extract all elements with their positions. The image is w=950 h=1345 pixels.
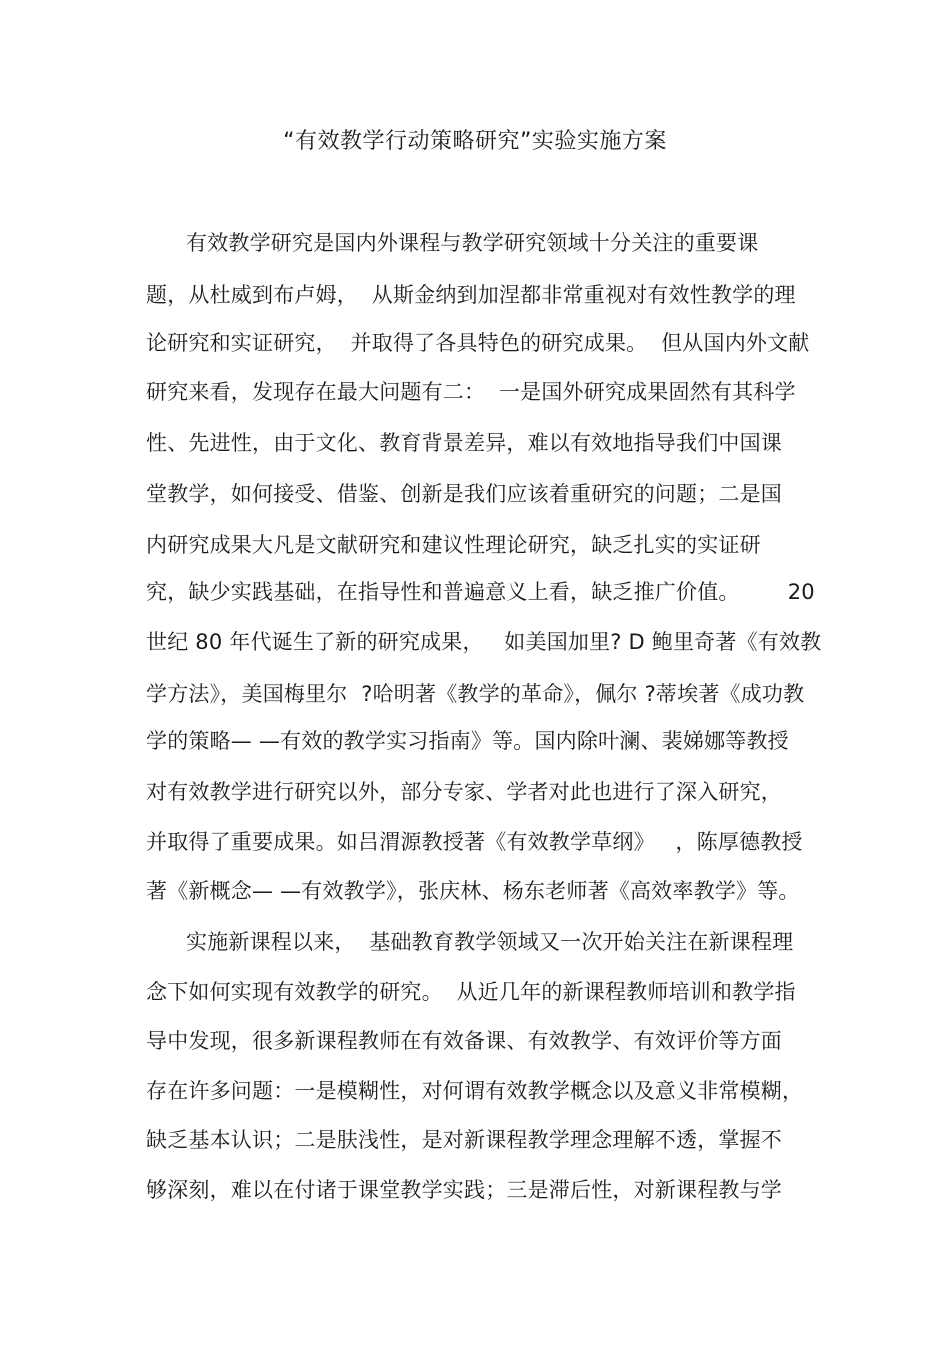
paragraph-line: 论研究和实证研究， 并取得了各具特色的研究成果。 但从国内外文献 xyxy=(146,331,810,355)
paragraph-line: 念下如何实现有效教学的研究。 从近几年的新课程教师培训和教学指 xyxy=(146,980,796,1004)
paragraph-line: 并取得了重要成果。如吕渭源教授著《有效教学草纲》 ，陈厚德教授 xyxy=(146,830,803,854)
paragraph-line: 著《新概念— —有效教学》，张庆林、杨东老师著《高效率教学》等。 xyxy=(146,879,800,903)
paragraph-line: 性、先进性，由于文化、教育背景差异，难以有效地指导我们中国课 xyxy=(146,431,782,455)
paragraph-line: 究，缺少实践基础，在指导性和普遍意义上看，缺乏推广价值。 20 xyxy=(146,580,815,604)
paragraph-line: 内研究成果大凡是文献研究和建议性理论研究，缺乏扎实的实证研 xyxy=(146,533,761,557)
paragraph-line: 研究来看，发现存在最大问题有二： 一是国外研究成果固然有其科学 xyxy=(146,380,796,404)
paragraph-line: 堂教学，如何接受、借鉴、创新是我们应该着重研究的问题；二是国 xyxy=(146,482,782,506)
paragraph-line: 存在许多问题：一是模糊性，对何谓有效教学概念以及意义非常模糊， xyxy=(146,1079,804,1103)
paragraph-line: 学方法》，美国梅里尔 ?哈明著《教学的革命》，佩尔 ?蒂埃著《成功教 xyxy=(146,682,805,706)
paragraph-line: 导中发现，很多新课程教师在有效备课、有效教学、有效评价等方面 xyxy=(146,1029,782,1053)
paragraph-line: 缺乏基本认识；二是肤浅性，是对新课程教学理念理解不透，掌握不 xyxy=(146,1128,782,1152)
paragraph-line: 够深刻，难以在付诸于课堂教学实践；三是滞后性，对新课程教与学 xyxy=(146,1178,782,1202)
document-title: “有效教学行动策略研究”实验实施方案 xyxy=(283,129,667,154)
paragraph-line: 实施新课程以来， 基础教育教学领域又一次开始关注在新课程理 xyxy=(186,930,794,954)
paragraph-line: 世纪 80 年代诞生了新的研究成果， 如美国加里? D 鲍里奇著《有效教 xyxy=(146,630,822,654)
paragraph-line: 题，从杜威到布卢姆， 从斯金纳到加涅都非常重视对有效性教学的理 xyxy=(146,283,796,307)
paragraph-line: 对有效教学进行研究以外，部分专家、学者对此也进行了深入研究， xyxy=(146,780,782,804)
paragraph-line: 有效教学研究是国内外课程与教学研究领域十分关注的重要课 xyxy=(186,231,759,255)
paragraph-line: 学的策略— —有效的教学实习指南》等。国内除叶澜、裴娣娜等教授 xyxy=(146,729,789,753)
